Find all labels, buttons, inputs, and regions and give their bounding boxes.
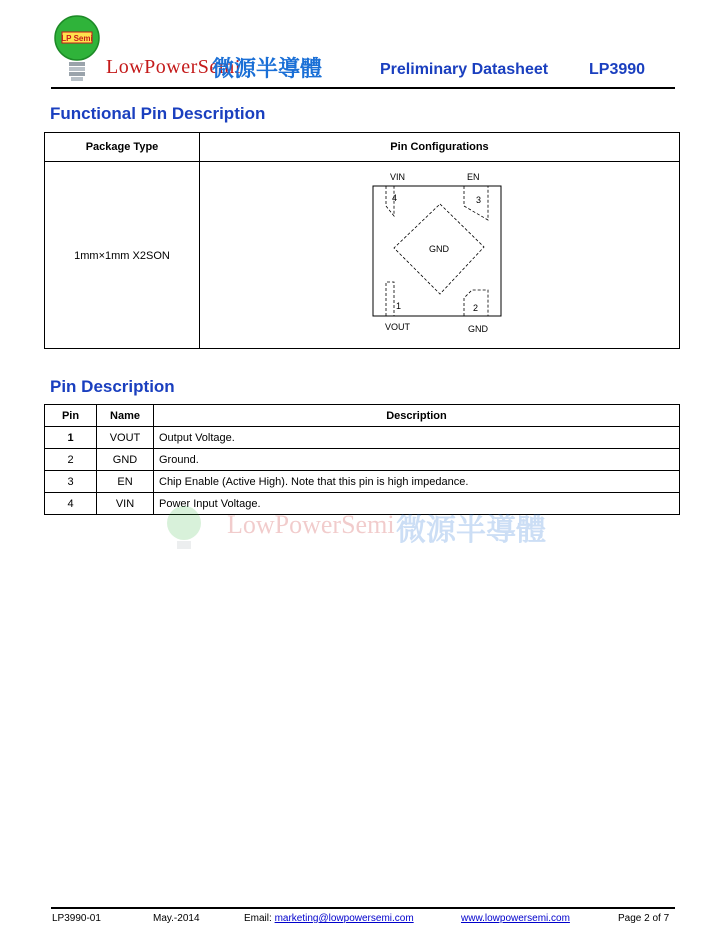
label-en: EN	[467, 172, 480, 182]
cell-name: VOUT	[97, 427, 154, 449]
email-link[interactable]: marketing@lowpowersemi.com	[274, 913, 414, 924]
label-pad-4: 4	[392, 193, 398, 203]
footer-email-label: Email:	[244, 913, 272, 924]
cell-name: VIN	[97, 493, 154, 515]
watermark-brand-en: LowPowerSemi	[227, 510, 395, 539]
footer-email	[244, 913, 414, 924]
footer-doc-number: LP3990-01	[52, 913, 101, 924]
brand-name-en: LowPowerSemi	[106, 56, 241, 78]
cell-description: Chip Enable (Active High). Note that this pin is high impedance.	[154, 471, 680, 493]
pin-configuration-diagram	[372, 170, 502, 338]
table-row	[45, 471, 680, 493]
section-title-pin-description: Pin Description	[50, 377, 175, 396]
brand-name-cn: 微源半導體	[212, 56, 323, 81]
label-vout: VOUT	[385, 322, 411, 332]
cell-pin: 4	[45, 493, 97, 515]
pad-1-outline	[386, 282, 394, 316]
cell-description: Ground.	[154, 449, 680, 471]
table-header-row	[45, 405, 680, 427]
header-divider	[51, 87, 675, 89]
part-number: LP3990	[589, 61, 646, 78]
cell-name: GND	[97, 449, 154, 471]
cell-name: EN	[97, 471, 154, 493]
header-description: Description	[154, 405, 680, 427]
lowpowersemi-logo	[52, 14, 102, 84]
label-pad-2: 2	[473, 303, 479, 313]
header-pin: Pin	[45, 405, 97, 427]
watermark-logo	[164, 505, 204, 551]
section-title-functional: Functional Pin Description	[50, 104, 266, 123]
label-center-gnd: GND	[429, 244, 449, 254]
package-type-value: 1mm×1mm X2SON	[74, 250, 170, 262]
label-pad-3: 3	[476, 195, 482, 205]
website-link[interactable]: www.lowpowersemi.com	[461, 913, 570, 924]
table-row	[45, 427, 680, 449]
doc-title: Preliminary Datasheet	[380, 61, 549, 78]
cell-pin: 3	[45, 471, 97, 493]
package-table	[44, 132, 680, 349]
package-table-divider	[199, 133, 200, 348]
header-pin-config: Pin Configurations	[390, 141, 489, 153]
page-number: Page 2 of 7	[618, 913, 670, 924]
label-vin: VIN	[390, 172, 406, 182]
header-package-type: Package Type	[85, 141, 159, 153]
table-row	[45, 449, 680, 471]
svg-text:LP Semi: LP Semi	[61, 34, 93, 43]
footer-date: May.-2014	[153, 913, 200, 924]
header-name: Name	[97, 405, 154, 427]
cell-pin: 2	[45, 449, 97, 471]
pin-description-table	[44, 404, 680, 515]
cell-description: Power Input Voltage.	[154, 493, 680, 515]
footer-divider	[51, 907, 675, 909]
cell-description: Output Voltage.	[154, 427, 680, 449]
cell-pin: 1	[45, 427, 97, 449]
label-pad-1: 1	[396, 301, 402, 311]
watermark-brand-cn: 微源半導體	[396, 514, 546, 547]
label-gnd: GND	[468, 324, 488, 334]
